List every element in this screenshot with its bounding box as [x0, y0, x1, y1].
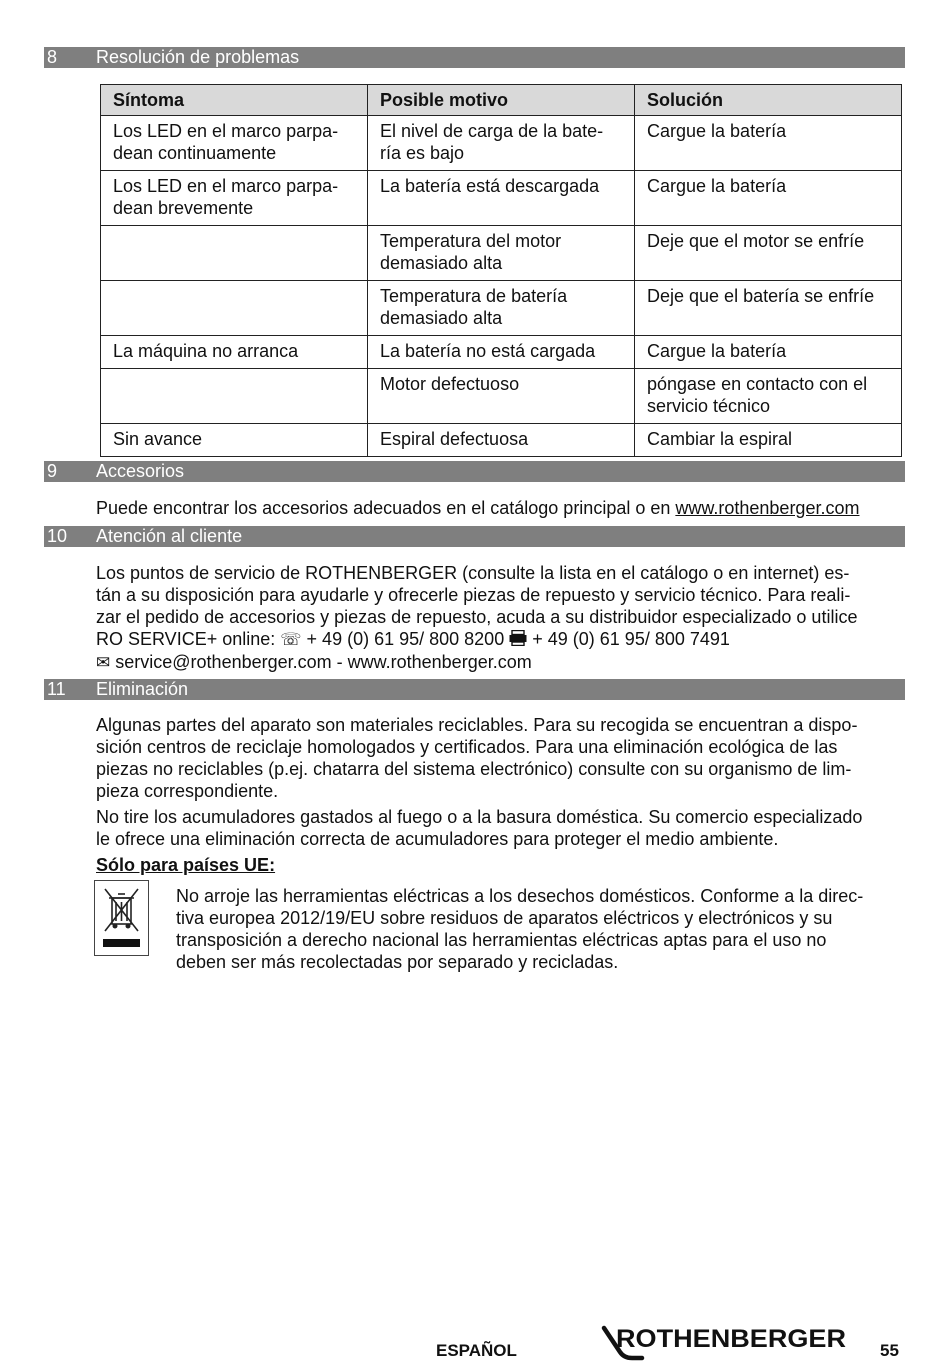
section-title: Eliminación [96, 679, 189, 699]
table-row [101, 424, 902, 457]
table-cell: La máquina no arranca [101, 336, 368, 369]
section-number: 11 [47, 679, 66, 699]
section-number: 9 [47, 461, 58, 481]
table-cell [101, 369, 368, 424]
table-cell: Motor defectuoso [368, 369, 635, 424]
crossed-bin-icon [94, 880, 149, 956]
table-cell: Cargue la batería [635, 336, 902, 369]
section-title: Accesorios [96, 461, 185, 481]
rothenberger-logo [598, 1322, 853, 1362]
envelope-icon: ✉ [96, 653, 111, 672]
table-cell: Deje que el motor se enfríe [635, 226, 902, 281]
column-header: Posible motivo [368, 85, 635, 116]
customer-service-paragraph [96, 562, 906, 674]
footer-language: ESPAÑOL [436, 1341, 517, 1360]
section-number: 10 [47, 526, 68, 546]
table-header-row [101, 85, 902, 116]
table-cell: El nivel de carga de la bate- ría es bajo [368, 116, 635, 171]
table-row [101, 226, 902, 281]
phone-number: + 49 (0) 61 95/ 800 8200 [306, 629, 505, 649]
table-cell: Los LED en el marco parpa- dean continuamente [101, 116, 368, 171]
disposal-paragraph-2: No tire los acumuladores gastados al fuego o a la basura doméstica. Su comercio especializado le ofrece una eliminación correcta de acumuladores para proteger el medio ambiente. [96, 807, 863, 849]
email-line [96, 651, 906, 674]
section-title: Atención al cliente [96, 526, 243, 546]
page-number: 55 [880, 1341, 899, 1360]
disposal-paragraph-1: Algunas partes del aparato son materiales reciclables. Para su recogida se encuentran a dispo- sición centros de reciclaje homologados y certificados. Para una eliminación ecológica de las piezas no reciclables (p.ej. chatarra del sistema electrónico) consulte con su organismo de lim- pieza correspondiente. [96, 715, 858, 801]
section-header-11 [44, 679, 905, 700]
table-cell: Cargue la batería [635, 116, 902, 171]
table-cell: póngase en contacto con el servicio técnico [635, 369, 902, 424]
table-row [101, 369, 902, 424]
table-cell: Cambiar la espiral [635, 424, 902, 457]
table-row [101, 336, 902, 369]
accessories-paragraph [96, 497, 906, 519]
table-row [101, 281, 902, 336]
text-line: Los puntos de servicio de ROTHENBERGER (consulte la lista en el catálogo o en internet) es- [96, 563, 850, 583]
section-header-8 [44, 47, 905, 68]
section-header-9 [44, 461, 905, 482]
table-cell: Los LED en el marco parpa- dean brevemente [101, 171, 368, 226]
table-cell: Deje que el batería se enfríe [635, 281, 902, 336]
accessories-text: Puede encontrar los accesorios adecuados en el catálogo principal o en [96, 498, 676, 518]
troubleshooting-table [100, 84, 902, 457]
column-header: Solución [635, 85, 902, 116]
table-cell: Temperatura del motor demasiado alta [368, 226, 635, 281]
email-web-text: service@rothenberger.com - www.rothenberger.com [115, 652, 532, 672]
table-cell: Sin avance [101, 424, 368, 457]
fax-icon [509, 630, 527, 646]
phone-icon: ☏ [280, 630, 302, 649]
table-row [101, 171, 902, 226]
eu-only-heading: Sólo para países UE: [96, 855, 276, 875]
section-number: 8 [47, 47, 58, 67]
table-cell: Temperatura de batería demasiado alta [368, 281, 635, 336]
website-link[interactable]: www.rothenberger.com [675, 498, 860, 518]
fax-number: + 49 (0) 61 95/ 800 7491 [532, 629, 730, 649]
table-row [101, 116, 902, 171]
column-header: Síntoma [101, 85, 368, 116]
contact-line [96, 628, 906, 651]
logo-wordmark: ROTHENBERGER [616, 1325, 846, 1353]
table-cell: Cargue la batería [635, 171, 902, 226]
table-cell [101, 281, 368, 336]
table-cell [101, 226, 368, 281]
section-title: Resolución de problemas [96, 47, 300, 67]
section-header-10 [44, 526, 905, 547]
table-cell: La batería no está cargada [368, 336, 635, 369]
text-line: zar el pedido de accesorios y piezas de repuesto, acuda a su distribuidor especializado o utilice [96, 607, 858, 627]
text-line: tán a su disposición para ayudarle y ofrecerle piezas de repuesto y servicio técnico. Para reali- [96, 585, 851, 605]
eu-disposal-text: No arroje las herramientas eléctricas a los desechos domésticos. Conforme a la direc- tiva europea 2012/19/EU sobre residuos de aparatos eléctricos y electrónicos y su transposición a derecho nacional las herramientas eléctricas aptas para el uso no deben ser más recolectadas por separado y recicladas. [176, 886, 864, 972]
table-cell: La batería está descargada [368, 171, 635, 226]
ro-service-label: RO SERVICE+ online: [96, 629, 281, 649]
table-cell: Espiral defectuosa [368, 424, 635, 457]
